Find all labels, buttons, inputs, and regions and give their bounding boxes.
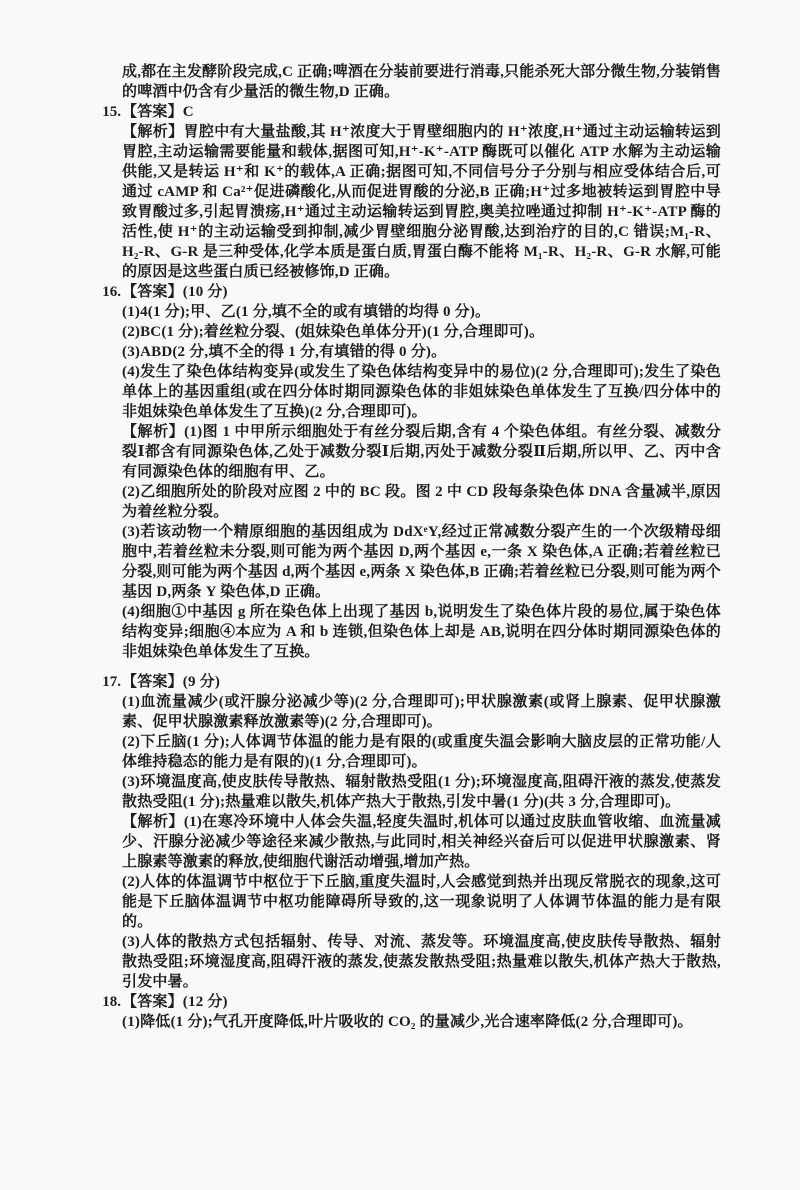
answer-item-paragraph: (3)环境温度高,使皮肤传导散热、辐射散热受阻(1 分);环境湿度高,阻碍汗液的蒸发,使蒸发散热受阻(1 分);热量难以散失,机体产热大于散热,引发中暑(1 分)(共 3 分,合理即可)。 [122,774,721,810]
answer-block-17 [102,672,721,992]
question-number: 16. [102,284,121,300]
answer-item-paragraph: (2)BC(1 分);着丝粒分裂、(姐妹染色单体分开)(1 分,合理即可)。 [122,324,545,340]
analysis-paragraph: (4)细胞①中基因 g 所在染色体上出现了基因 b,说明发生了染色体片段的易位,属于染色体结构变异;细胞④本应为 A 和 b 连锁,但染色体上却是 AB,说明在四分体时期同源染色体的非姐妹染色单体发生了互换。 [122,604,721,660]
answer-item-paragraph: (1)4(1 分);甲、乙(1 分,填不全的或有填错的均得 0 分)。 [122,304,491,320]
analysis-paragraph: (3)人体的散热方式包括辐射、传导、对流、蒸发等。环境温度高,使皮肤传导散热、辐射散热受阻;环境湿度高,阻碍汗液的蒸发,使蒸发散热受阻;热量难以散失,机体产热大于散热,引发中暑。 [122,934,721,990]
answer-item-paragraph: (4)发生了染色体结构变异(或发生了染色体结构变异中的易位)(2 分,合理即可);发生了染色单体上的基因重组(或在四分体时期同源染色体的非姐妹染色单体发生了互换/四分体中的非姐妹染色单体发生了互换)(2 分,合理即可)。 [122,364,721,420]
answer-paragraph: 【答案】(9 分) [122,674,221,690]
answer-block-15 [102,102,721,282]
answer-item-paragraph: (3)ABD(2 分,填不全的得 1 分,有填错的得 0 分)。 [122,344,447,360]
question-number: 15. [102,104,121,120]
answer-block-16 [102,282,721,662]
answer-paragraph: 【答案】(10 分) [122,284,228,300]
answer-paragraph: 【答案】C [122,104,194,120]
analysis-paragraph: 【解析】胃腔中有大量盐酸,其 H⁺浓度大于胃壁细胞内的 H⁺浓度,H⁺通过主动运输转运到胃腔,主动运输需要能量和载体,据图可知,H⁺-K⁺-ATP 酶既可以催化 ATP 水解为主动运输供能,又是转运 H⁺和 K⁺的载体,A 正确;据图可知,不同信号分子分别与相应受体结合后,可通过 cAMP 和 Ca²⁺促进磷酸化,从而促进胃酸的分泌,B 正确;H⁺过多地被转运到胃腔中导致胃酸过多,引起胃溃疡,H⁺通过主动运输转运到胃腔,奥美拉唑通过抑制 H⁺-K⁺-ATP 酶的活性,使 H⁺的主动运输受到抑制,减少胃壁细胞分泌胃酸,达到治疗的目的,C 错误;M₁-R、H₂-R、G-R 是三种受体,化学本质是蛋白质,胃蛋白酶不能将 M₁-R、H₂-R、G-R 水解,可能的原因是这些蛋白质已经被修饰,D 正确。 [122,124,721,280]
question-number: 17. [102,674,121,690]
analysis-paragraph: 【解析】(1)在寒冷环境中人体会失温,轻度失温时,机体可以通过皮肤血管收缩、血流量减少、汗腺分泌减少等途径来减少散热,与此同时,相关神经兴奋后可以促进甲状腺激素、肾上腺素等激素的释放,使细胞代谢活动增强,增加产热。 [122,814,721,870]
answer-paragraph: 【答案】(12 分) [122,994,228,1010]
analysis-paragraph: 【解析】(1)图 1 中甲所示细胞处于有丝分裂后期,含有 4 个染色体组。有丝分裂、减数分裂Ⅰ都含有同源染色体,乙处于减数分裂Ⅰ后期,丙处于减数分裂Ⅱ后期,所以甲、乙、丙中含有同源染色体的细胞有甲、乙。 [122,424,721,480]
answer-block-18 [102,992,721,1032]
answer-block-continuation [122,62,721,102]
answer-key-content [102,62,721,1032]
question-number: 18. [102,994,121,1010]
answer-item-paragraph: (1)血流量减少(或汗腺分泌减少等)(2 分,合理即可);甲状腺激素(或肾上腺素、促甲状腺激素、促甲状腺激素释放激素等)(2 分,合理即可)。 [122,694,721,730]
analysis-paragraph: (2)人体的体温调节中枢位于下丘脑,重度失温时,人会感觉到热并出现反常脱衣的现象,这可能是下丘脑体温调节中枢功能障碍所导致的,这一现象说明了人体调节体温的能力是有限的。 [122,874,721,930]
analysis-paragraph: 成,都在主发酵阶段完成,C 正确;啤酒在分装前要进行消毒,只能杀死大部分微生物,分装销售的啤酒中仍含有少量活的微生物,D 正确。 [122,64,721,100]
analysis-paragraph: (3)若该动物一个精原细胞的基因组成为 DdXᵉY,经过正常减数分裂产生的一个次级精母细胞中,若着丝粒未分裂,则可能为两个基因 D,两个基因 e,一条 X 染色体,A 正确;若着丝粒已分裂,则可能为两个基因 d,两个基因 e,两条 X 染色体,B 正确;若着丝粒已分裂,则可能为两个基因 D,两条 Y 染色体,D 正确。 [122,524,721,600]
analysis-paragraph: (2)乙细胞所处的阶段对应图 2 中的 BC 段。图 2 中 CD 段每条染色体 DNA 含量减半,原因为着丝粒分裂。 [122,484,721,520]
answer-item-paragraph: (1)降低(1 分);气孔开度降低,叶片吸收的 CO₂ 的量减少,光合速率降低(2 分,合理即可)。 [122,1014,693,1030]
answer-item-paragraph: (2)下丘脑(1 分);人体调节体温的能力是有限的(或重度失温会影响大脑皮层的正常功能/人体维持稳态的能力是有限的)(1 分,合理即可)。 [122,734,721,770]
